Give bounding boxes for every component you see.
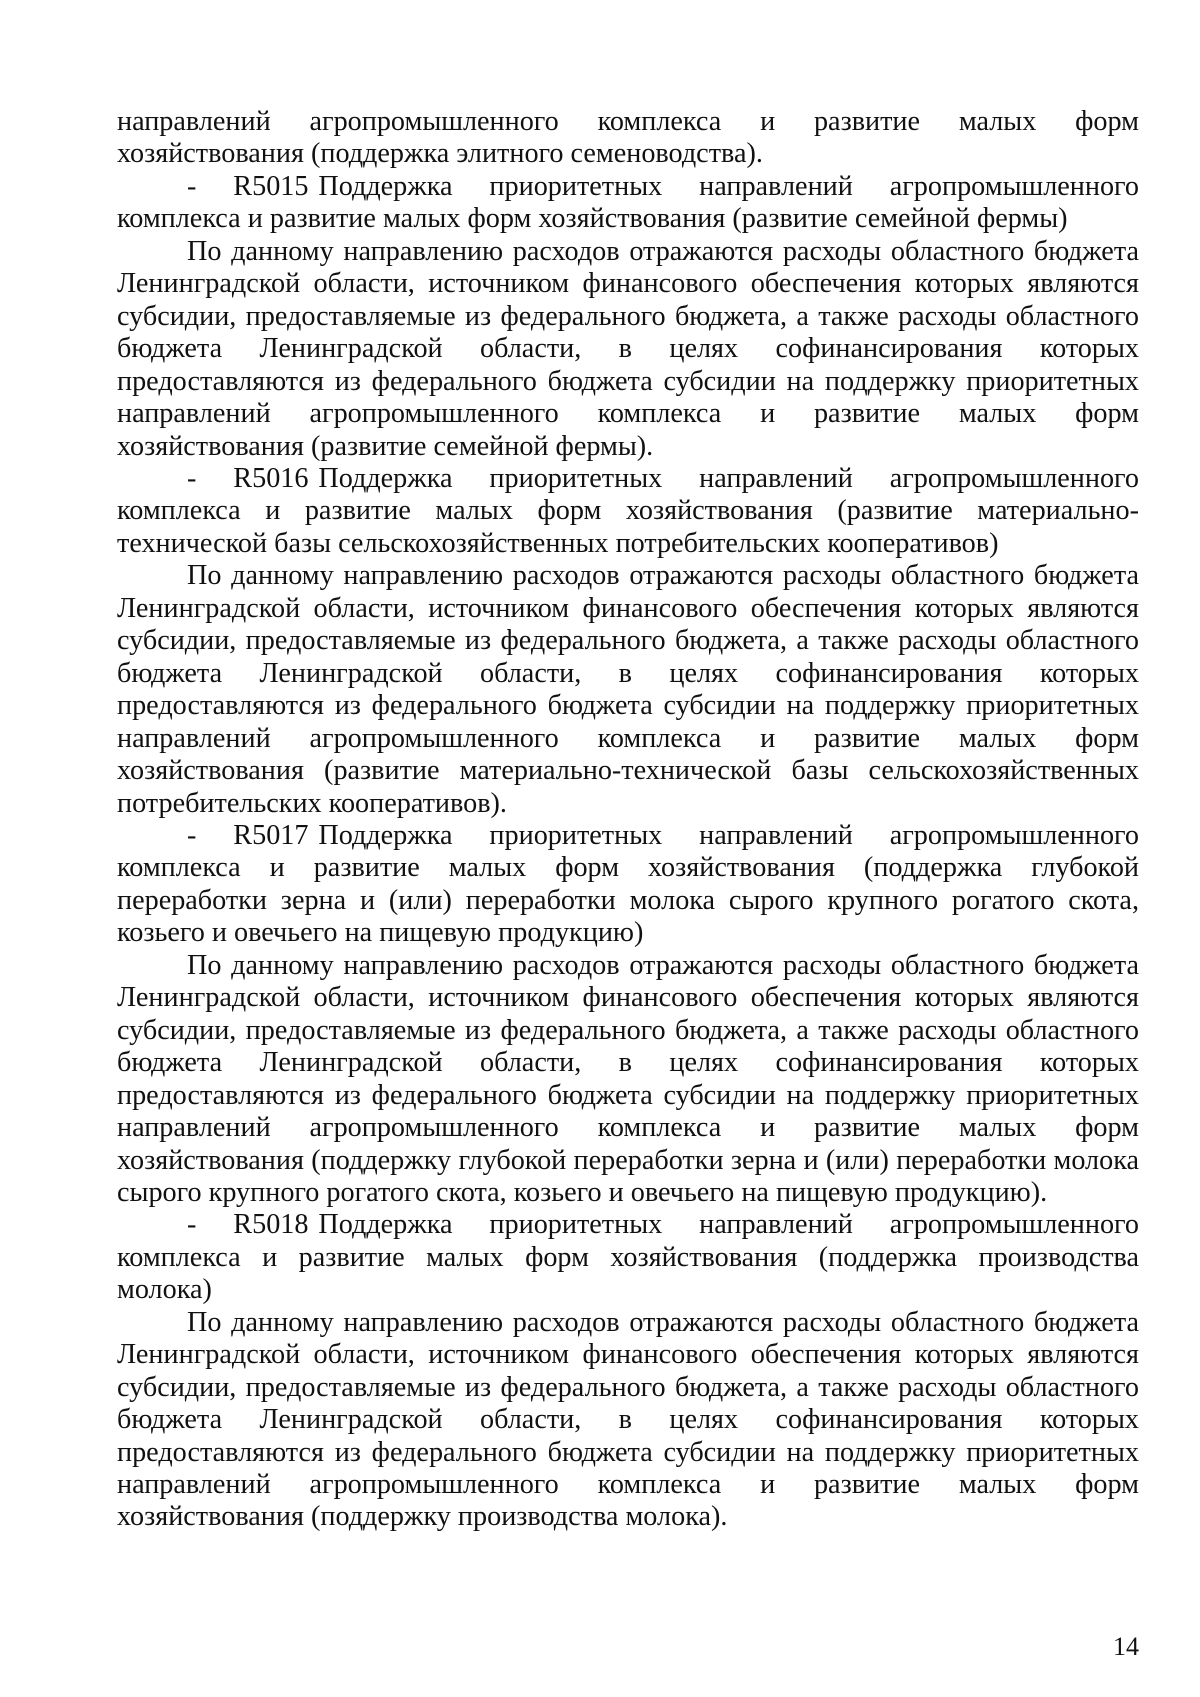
paragraph-description: По данному направлению расходов отражаются расходы областного бюджета Ленинградской области, источником финансового обеспечения которых являются субсидии, предоставляемые из федерального бюджета, а также расходы областного бюджета Ленинградской области, в целях софинансирования которых предоставляются из федерального бюджета субсидии на поддержку приоритетных направлений агропромышленного комплекса и развитие малых форм хозяйствования (поддержку производства молока).: [117, 1306, 1139, 1533]
list-item-text: Поддержка приоритетных направлений агропромышленного комплекса и развитие малых форм хозяйствования (поддержка производства молока): [117, 1209, 1140, 1306]
page-number: 14: [1113, 1632, 1139, 1661]
list-item-r5017: [117, 820, 1139, 950]
paragraph-continuation: направлений агропромышленного комплекса и развитие малых форм хозяйствования (поддержка элитного семеноводства).: [117, 106, 1139, 170]
list-item-r5016: [117, 463, 1139, 560]
paragraph-description: По данному направлению расходов отражаются расходы областного бюджета Ленинградской области, источником финансового обеспечения которых являются субсидии, предоставляемые из федерального бюджета, а также расходы областного бюджета Ленинградской области, в целях софинансирования которых предоставляются из федерального бюджета субсидии на поддержку приоритетных направлений агропромышленного комплекса и развитие малых форм хозяйствования (поддержку глубокой переработки зерна и (или) переработки молока сырого крупного рогатого скота, козьего и овечьего на пищевую продукцию).: [117, 949, 1139, 1208]
list-item-text: Поддержка приоритетных направлений агропромышленного комплекса и развитие малых форм хозяйствования (развитие материально-технической базы сельскохозяйственных потребительских кооперативов): [117, 462, 1140, 559]
document-body: [117, 106, 1139, 1534]
list-item-r5015: [117, 171, 1139, 236]
list-item-text: Поддержка приоритетных направлений агропромышленного комплекса и развитие малых форм хозяйствования (поддержка глубокой переработки зерна и (или) переработки молока сырого крупного рогатого скота, козьего и овечьего на пищевую продукцию): [117, 819, 1140, 949]
paragraph-description: По данному направлению расходов отражаются расходы областного бюджета Ленинградской области, источником финансового обеспечения которых являются субсидии, предоставляемые из федерального бюджета, а также расходы областного бюджета Ленинградской области, в целях софинансирования которых предоставляются из федерального бюджета субсидии на поддержку приоритетных направлений агропромышленного комплекса и развитие малых форм хозяйствования (развитие материально-технической базы сельскохозяйственных потребительских кооперативов).: [117, 560, 1139, 819]
budget-code: - R5016: [187, 462, 309, 494]
list-item-r5018: [117, 1209, 1139, 1306]
paragraph-description: По данному направлению расходов отражаются расходы областного бюджета Ленинградской области, источником финансового обеспечения которых являются субсидии, предоставляемые из федерального бюджета, а также расходы областного бюджета Ленинградской области, в целях софинансирования которых предоставляются из федерального бюджета субсидии на поддержку приоритетных направлений агропромышленного комплекса и развитие малых форм хозяйствования (развитие семейной фермы).: [117, 235, 1139, 462]
list-item-text: Поддержка приоритетных направлений агропромышленного комплекса и развитие малых форм хозяйствования (развитие семейной фермы): [117, 170, 1140, 235]
budget-code: - R5018: [187, 1209, 309, 1241]
budget-code: - R5015: [187, 170, 309, 202]
budget-code: - R5017: [187, 819, 309, 851]
